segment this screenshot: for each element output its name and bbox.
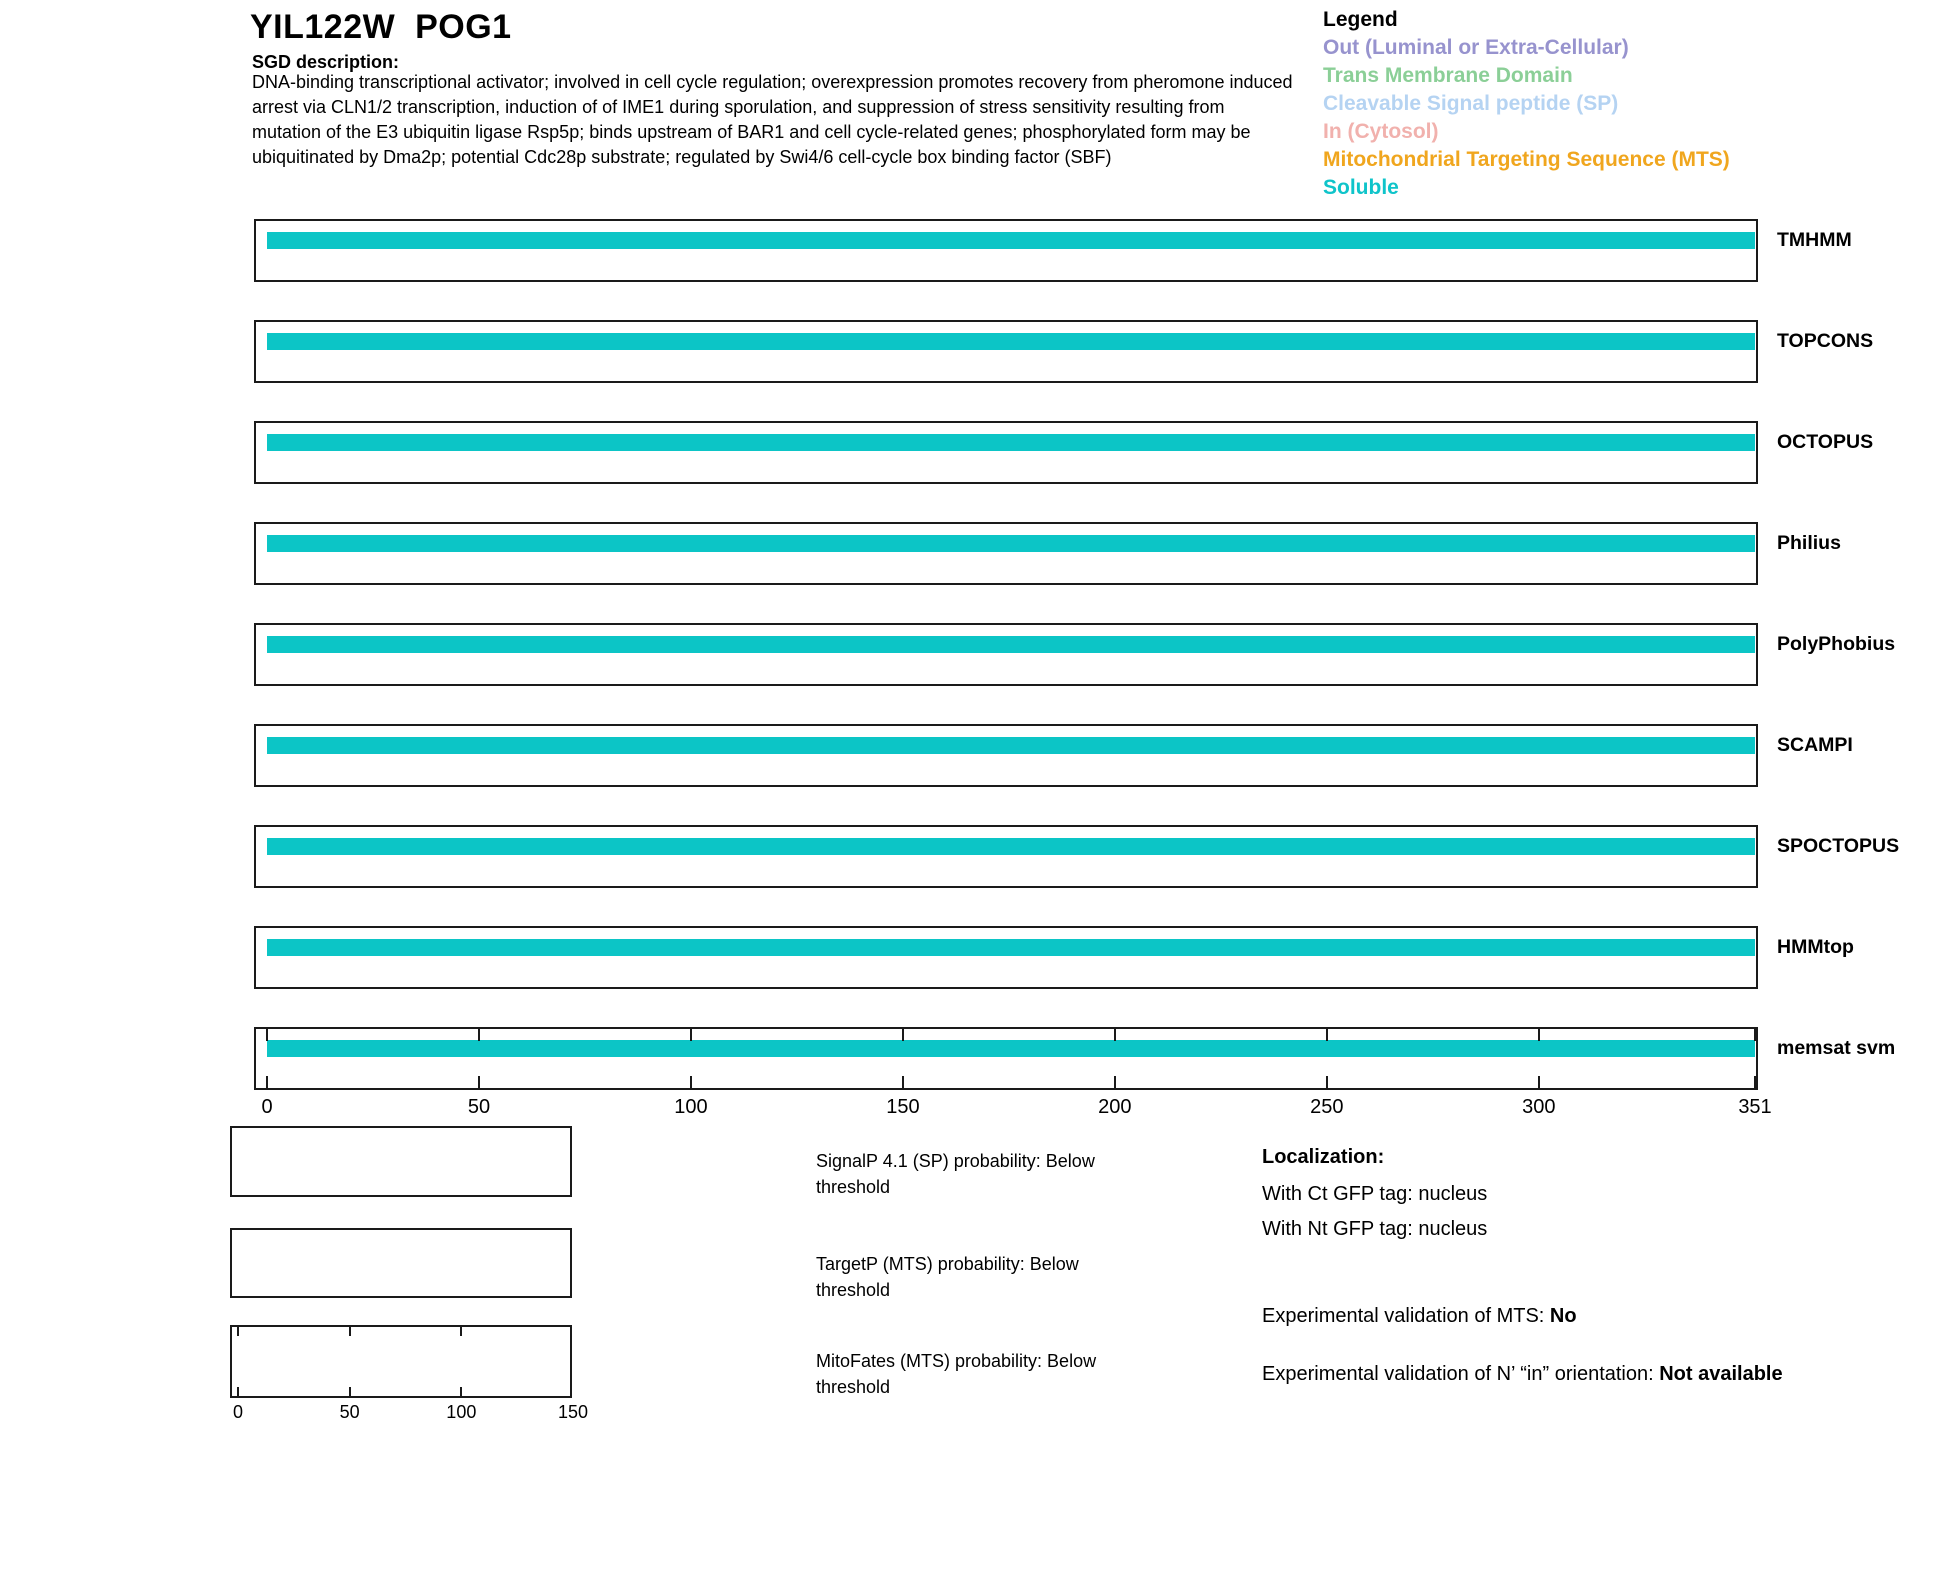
legend-entry-out: Out (Luminal or Extra-Cellular) xyxy=(1323,36,1629,59)
soluble-segment xyxy=(267,838,1755,855)
axis-tick xyxy=(1326,1076,1328,1088)
track-box-octopus xyxy=(254,421,1758,484)
track-box-memsat-svm xyxy=(254,1027,1758,1090)
probability-label-signalp: SignalP 4.1 (SP) probability: Below threshold xyxy=(816,1151,1095,1197)
track-box-topcons xyxy=(254,320,1758,383)
legend-entry-soluble: Soluble xyxy=(1323,176,1399,199)
axis-tick xyxy=(349,1387,351,1396)
soluble-segment xyxy=(267,636,1755,653)
axis-tick xyxy=(1538,1076,1540,1088)
track-box-tmhmm xyxy=(254,219,1758,282)
axis-tick xyxy=(1538,1029,1540,1041)
axis-tick-label: 100 xyxy=(446,1402,477,1422)
soluble-segment xyxy=(267,232,1755,249)
localization-title: Localization: xyxy=(1262,1146,1385,1168)
page-title: YIL122W POG1 xyxy=(250,8,512,46)
axis-tick xyxy=(460,1387,462,1396)
sgd-description-label: SGD description: xyxy=(252,52,400,72)
mts-validation-text: Experimental validation of MTS: xyxy=(1262,1305,1550,1327)
axis-tick-label: 100 xyxy=(674,1096,708,1118)
probability-label-targetp: TargetP (MTS) probability: Below threshold xyxy=(816,1254,1079,1300)
soluble-segment xyxy=(267,737,1755,754)
probability-box-targetp xyxy=(230,1228,572,1298)
soluble-segment xyxy=(267,535,1755,552)
axis-tick xyxy=(1114,1076,1116,1088)
legend-entry-in: In (Cytosol) xyxy=(1323,120,1439,143)
axis-tick-label: 300 xyxy=(1522,1096,1556,1118)
track-box-scampi xyxy=(254,724,1758,787)
soluble-segment xyxy=(267,1040,1755,1057)
axis-tick-label: 150 xyxy=(557,1402,589,1422)
axis-tick xyxy=(237,1327,239,1336)
track-label-tmhmm: TMHMM xyxy=(1777,229,1852,251)
axis-tick xyxy=(1754,1029,1756,1041)
axis-tick xyxy=(266,1029,268,1041)
axis-tick-label: 50 xyxy=(467,1096,491,1118)
axis-tick xyxy=(478,1076,480,1088)
axis-tick-label: 50 xyxy=(339,1402,360,1422)
track-label-memsat-svm: memsat svm xyxy=(1777,1037,1896,1059)
track-box-hmmtop xyxy=(254,926,1758,989)
probability-box-signalp xyxy=(230,1126,572,1197)
axis-tick-label: 150 xyxy=(886,1096,920,1118)
probability-box-mitofates xyxy=(230,1325,572,1398)
axis-tick xyxy=(1114,1029,1116,1041)
mts-validation-value: No xyxy=(1549,1305,1577,1327)
track-label-hmmtop: HMMtop xyxy=(1777,936,1854,958)
axis-tick xyxy=(1754,1076,1756,1088)
orientation-validation-text: Experimental validation of N’ “in” orientation: xyxy=(1262,1363,1660,1385)
axis-tick xyxy=(478,1029,480,1041)
soluble-segment xyxy=(267,333,1755,350)
axis-tick-label: 200 xyxy=(1098,1096,1132,1118)
legend-title: Legend xyxy=(1323,8,1398,31)
axis-tick xyxy=(690,1076,692,1088)
axis-tick xyxy=(349,1327,351,1336)
track-box-spoctopus xyxy=(254,825,1758,888)
soluble-segment xyxy=(267,434,1755,451)
axis-tick xyxy=(237,1387,239,1396)
mts-validation-line xyxy=(1262,1305,1577,1328)
probability-label-mitofates: MitoFates (MTS) probability: Below threshold xyxy=(816,1351,1097,1397)
axis-tick xyxy=(1326,1029,1328,1041)
legend-entry-trans: Trans Membrane Domain xyxy=(1323,64,1573,87)
localization-nt-gfp: With Nt GFP tag: nucleus xyxy=(1262,1218,1488,1240)
track-label-topcons: TOPCONS xyxy=(1777,330,1874,352)
axis-tick-label: 0 xyxy=(261,1096,273,1118)
axis-tick xyxy=(266,1076,268,1088)
axis-tick-label: 351 xyxy=(1738,1096,1772,1118)
track-label-scampi: SCAMPI xyxy=(1777,734,1853,756)
soluble-segment xyxy=(267,939,1755,956)
axis-tick xyxy=(902,1029,904,1041)
axis-tick xyxy=(690,1029,692,1041)
axis-tick xyxy=(460,1327,462,1336)
track-label-spoctopus: SPOCTOPUS xyxy=(1777,835,1900,857)
legend-entries xyxy=(1323,34,1883,202)
legend-entry-cleavable: Cleavable Signal peptide (SP) xyxy=(1323,92,1619,115)
axis-tick-label: 0 xyxy=(232,1402,244,1422)
axis-tick xyxy=(902,1076,904,1088)
orientation-validation-value: Not available xyxy=(1659,1363,1783,1385)
localization-ct-gfp: With Ct GFP tag: nucleus xyxy=(1262,1183,1488,1205)
legend xyxy=(1323,6,1883,202)
track-label-polyphobius: PolyPhobius xyxy=(1777,633,1896,655)
track-box-polyphobius xyxy=(254,623,1758,686)
track-label-philius: Philius xyxy=(1777,532,1841,554)
track-label-octopus: OCTOPUS xyxy=(1777,431,1874,453)
track-box-philius xyxy=(254,522,1758,585)
legend-entry-mitochondrial: Mitochondrial Targeting Sequence (MTS) xyxy=(1323,148,1730,171)
orientation-validation-line xyxy=(1262,1358,1810,1390)
axis-tick-label: 250 xyxy=(1310,1096,1344,1118)
sgd-description-text: DNA-binding transcriptional activator; involved in cell cycle regulation; overexpression promotes recovery from pheromone induced arrest via CLN1/2 transcription, induction of of IME1 during sporulation, and suppression of stress sensitivity resulting from mutation of the E3 ubiquitin ligase Rsp5p; binds upstream of BAR1 and cell cycle-related genes; phosphorylated form may be ubiquitinated by Dma2p; potential Cdc28p substrate; regulated by Swi4/6 cell-cycle box binding factor (SBF) xyxy=(252,72,1293,167)
